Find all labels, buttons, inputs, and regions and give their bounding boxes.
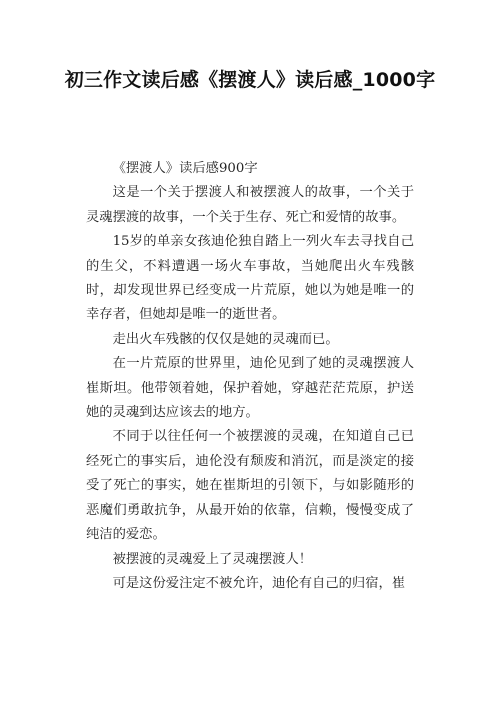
paragraph: 走出火车残骸的仅仅是她的灵魂而已。 [112,331,339,347]
paragraph: 在一片荒原的世界里，迪伦见到了她的灵魂摆渡人崔斯坦。他带领着她，保护着她，穿越茫茫荒原，护送她的灵魂到达应该去的地方。 [86,356,414,421]
document-body [86,157,414,596]
paragraph: 15岁的单亲女孩迪伦独自踏上一列火车去寻找自己的生父，不料遭遇一场火车事故，当她爬出火车残骸时，却发现世界已经变成一片荒原，她以为她是唯一的幸存者，但她却是唯一的逝世者。 [86,234,414,323]
paragraph: 可是这份爱注定不被允许，迪伦有自己的归宿，崔 [112,575,406,591]
paragraph: 《摆渡人》读后感900字 [112,161,258,176]
paragraph: 被摆渡的灵魂爱上了灵魂摆渡人！ [112,551,313,567]
document-title: 初三作文读后感《摆渡人》读后感_1000字 [64,69,436,91]
paragraph: 这是一个关于摆渡人和被摆渡人的故事，一个关于灵魂摆渡的故事，一个关于生存、死亡和爱情的故事。 [86,185,414,225]
paragraph: 不同于以往任何一个被摆渡的灵魂，在知道自己已经死亡的事实后，迪伦没有颓废和消沉，而是淡定的接受了死亡的事实，她在崔斯坦的引领下，与如影随形的恶魔们勇敢抗争，从最开始的依靠，信赖，慢慢变成了纯洁的爱恋。 [86,429,414,543]
